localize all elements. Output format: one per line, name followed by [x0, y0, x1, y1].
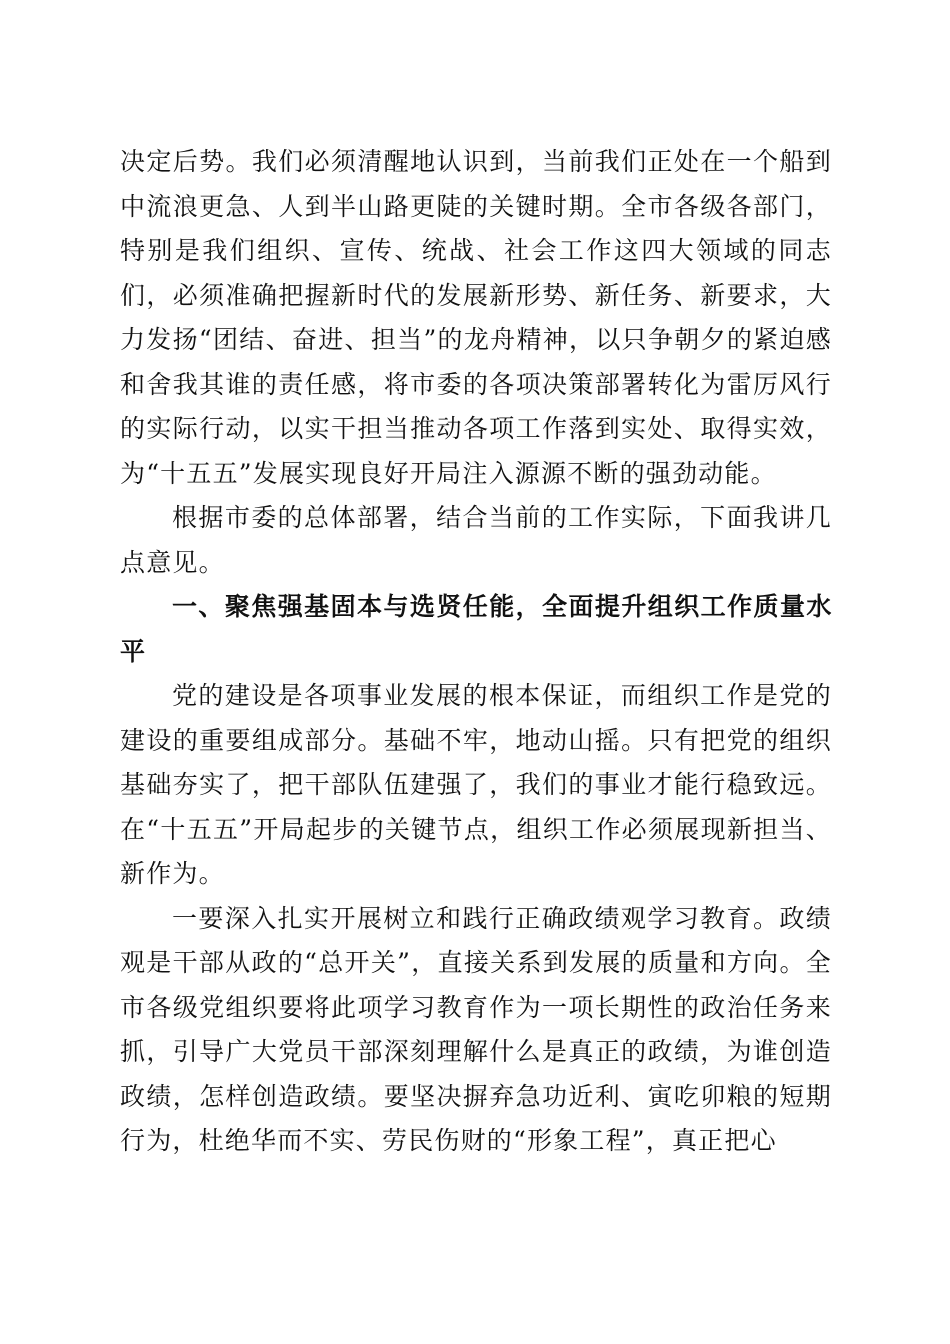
section-heading-1: 一、聚焦强基固本与选贤任能，全面提升组织工作质量水平: [120, 592, 832, 666]
paragraph-party-building: 党的建设是各项事业发展的根本保证，而组织工作是党的建设的重要组成部分。基础不牢，地动山摇。只有把党的组织基础夯实了，把干部队伍建强了，我们的事业才能行稳致远。在“十五五”开局起步的关键节点，组织工作必须展现新担当、新作为。: [120, 681, 832, 888]
paragraph-performance-view: 一要深入扎实开展树立和践行正确政绩观学习教育。政绩观是干部从政的“总开关”，直接关系到发展的质量和方向。全市各级党组织要将此项学习教育作为一项长期性的政治任务来抓，引导广大党员干部深刻理解什么是真正的政绩，为谁创造政绩，怎样创造政绩。要坚决摒弃急功近利、寅吃卯粮的短期行为，杜绝华而不实、劳民伤财的“形象工程”，真正把心: [120, 903, 832, 1155]
document-body: [120, 140, 832, 1164]
paragraph-intro: 根据市委的总体部署，结合当前的工作实际，下面我讲几点意见。: [120, 503, 832, 577]
paragraph-continuation: 决定后势。我们必须清醒地认识到，当前我们正处在一个船到中流浪更急、人到半山路更陡的关键时期。全市各级各部门，特别是我们组织、宣传、统战、社会工作这四大领域的同志们，必须准确把握新时代的发展新形势、新任务、新要求，大力发扬“团结、奋进、担当”的龙舟精神，以只争朝夕的紧迫感和舍我其谁的责任感，将市委的各项决策部署转化为雷厉风行的实际行动，以实干担当推动各项工作落到实处、取得实效，为“十五五”发展实现良好开局注入源源不断的强劲动能。: [120, 147, 832, 488]
